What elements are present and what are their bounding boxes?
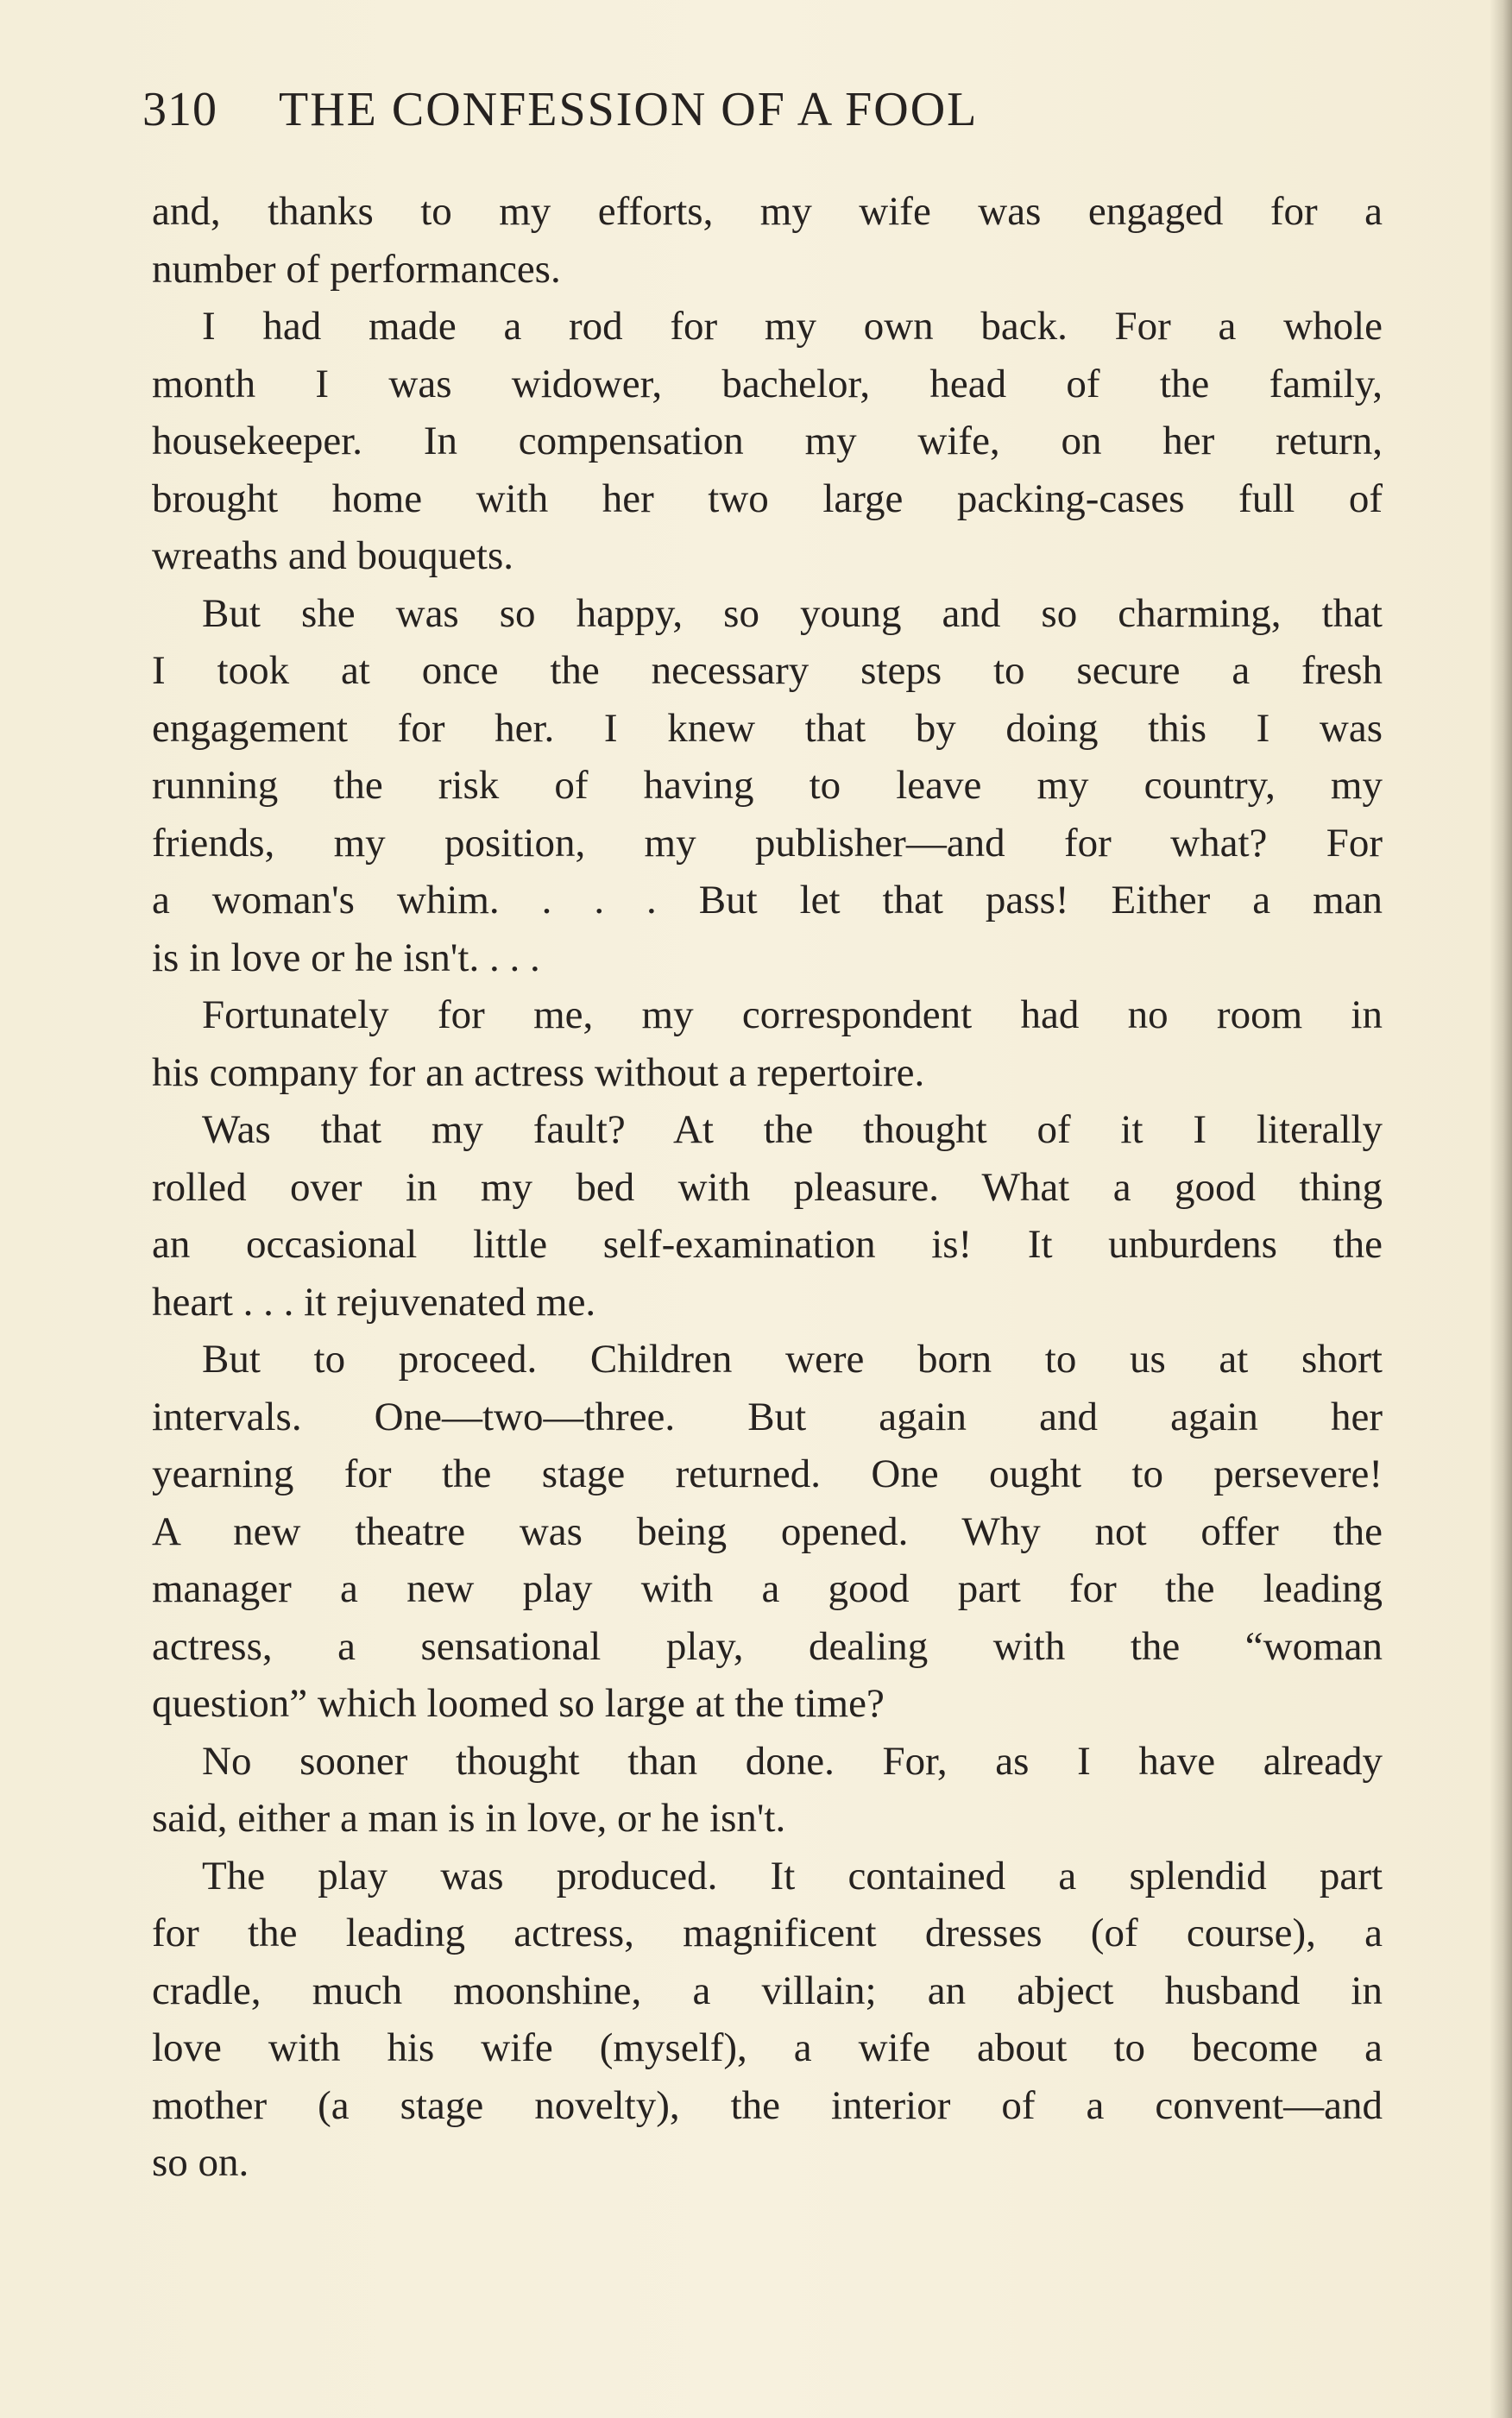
text-line: brought home with her two large packing-cases full of <box>152 475 1383 521</box>
text-line: love with his wife (myself), a wife about to become a <box>152 2025 1383 2070</box>
text-line: is in love or he isn't. . . . <box>152 935 540 980</box>
text-line: I took at once the necessary steps to secure a fresh <box>152 648 1383 693</box>
text-line: cradle, much moonshine, a villain; an abject husband in <box>152 1968 1383 2013</box>
text-line: friends, my position, my publisher—and for what? For <box>152 820 1383 866</box>
text-line: for the leading actress, magnificent dresses (of course), a <box>152 1911 1383 1955</box>
running-head <box>142 82 1213 142</box>
text-line: But to proceed. Children were born to us at short <box>202 1337 1383 1382</box>
text-line: I had made a rod for my own back. For a whole <box>202 304 1383 349</box>
text-line: his company for an actress without a repertoire. <box>152 1049 925 1095</box>
text-line: yearning for the stage returned. One ought to persevere! <box>152 1451 1383 1496</box>
text-line: housekeeper. In compensation my wife, on her return, <box>152 419 1383 463</box>
text-line: But she was so happy, so young and so charming, that <box>202 590 1383 636</box>
text-line: Was that my fault? At the thought of it I literally <box>202 1107 1383 1152</box>
text-line: actress, a sensational play, dealing with the “woman <box>152 1623 1383 1669</box>
page-edge-shadow <box>1490 0 1512 2418</box>
text-line: manager a new play with a good part for the leading <box>152 1566 1383 1611</box>
text-line: heart . . . it rejuvenated me. <box>152 1279 596 1325</box>
text-line: an occasional little self-examination is! It unburdens the <box>152 1222 1383 1267</box>
text-line: question” which loomed so large at the time? <box>152 1681 885 1726</box>
text-line: a woman's whim. . . . But let that pass! Either a man <box>152 878 1383 922</box>
page-number: 310 <box>142 83 217 136</box>
text-line: engagement for her. I knew that by doing this I was <box>152 705 1383 751</box>
text-line: month I was widower, bachelor, head of the family, <box>152 361 1383 406</box>
text-line: The play was produced. It contained a splendid part <box>202 1853 1383 1899</box>
text-line: running the risk of having to leave my country, my <box>152 763 1383 808</box>
text-line: A new theatre was being opened. Why not offer the <box>152 1508 1383 1554</box>
text-line: No sooner thought than done. For, as I have already <box>202 1738 1383 1784</box>
text-line: rolled over in my bed with pleasure. What a good thing <box>152 1164 1383 1210</box>
text-line: so on. <box>152 2140 249 2185</box>
running-title: THE CONFESSION OF A FOOL <box>279 83 979 136</box>
text-line: wreaths and bouquets. <box>152 533 513 578</box>
text-line: mother (a stage novelty), the interior of a convent—and <box>152 2082 1383 2128</box>
text-line: and, thanks to my efforts, my wife was engaged for a <box>152 189 1383 234</box>
text-line: Fortunately for me, my correspondent had no room in <box>202 992 1383 1037</box>
text-line: said, either a man is in love, or he isn't. <box>152 1796 786 1841</box>
text-line: number of performances. <box>152 246 561 292</box>
text-line: intervals. One—two—three. But again and again her <box>152 1394 1383 1439</box>
body-text <box>152 183 1383 2192</box>
